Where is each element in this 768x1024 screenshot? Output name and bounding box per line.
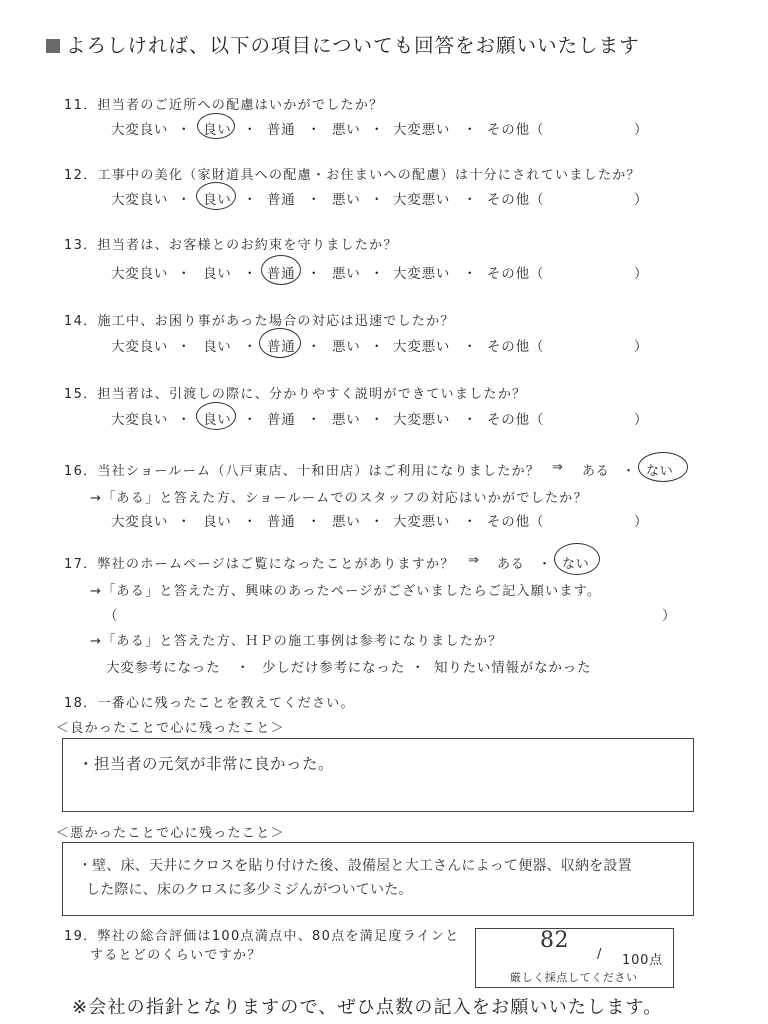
q12-option-very-bad[interactable]: 大変悪い [393, 192, 451, 208]
q13-dot: ・ [243, 266, 258, 282]
q16-option-bad[interactable]: 悪い [332, 514, 361, 530]
question-11-label: 11．担当者のご近所への配慮はいかがでしたか？ [64, 98, 384, 113]
q15-dot: ・ [463, 412, 478, 428]
square-bullet-icon [46, 39, 60, 53]
q15-option-bad[interactable]: 悪い [332, 412, 361, 428]
q14-dot: ・ [370, 339, 385, 355]
q16-option-very-bad[interactable]: 大変悪い [393, 514, 451, 530]
q17-dot: ・ [236, 660, 251, 676]
q11-dot: ・ [463, 122, 478, 138]
q16-close-paren: ） [634, 514, 649, 530]
q16-option-good[interactable]: 良い [203, 514, 232, 530]
q15-option-other[interactable]: その他（ [487, 412, 545, 428]
q19-score-value: 82 [540, 928, 569, 953]
footer-note: ※会社の指針となりますので、ぜひ点数の記入をお願いいたします。 [72, 997, 663, 1018]
question-19-label-line1: 19．弊社の総合評価は100点満点中、80点を満足度ラインと [64, 929, 460, 944]
q16-option-very-good[interactable]: 大変良い [111, 514, 169, 530]
q16-dot: ・ [370, 514, 385, 530]
q19-max-score: 100点 [622, 953, 664, 968]
q11-dot: ・ [177, 122, 192, 138]
question-14-label: 14．施工中、お困り事があった場合の対応は迅速でしたか？ [64, 314, 455, 329]
q12-option-good[interactable]: 良い [203, 192, 232, 208]
q17-option-slightly-helpful[interactable]: 少しだけ参考になった [262, 660, 405, 676]
q17-option-no-info[interactable]: 知りたい情報がなかった [434, 660, 592, 676]
q18-bad-label: ＜悪かったことで心に残ったこと＞ [56, 826, 285, 841]
question-19-label-line2: するとどのくらいですか？ [90, 948, 262, 963]
q12-option-very-good[interactable]: 大変良い [111, 192, 169, 208]
q15-option-very-good[interactable]: 大変良い [111, 412, 169, 428]
q14-dot: ・ [243, 339, 258, 355]
page-heading-text: よろしければ、以下の項目についても回答をお願いいたします [66, 34, 640, 57]
q12-option-bad[interactable]: 悪い [332, 192, 361, 208]
q15-dot: ・ [370, 412, 385, 428]
question-13-label: 13．担当者は、お客様とのお約束を守りましたか？ [64, 238, 398, 253]
q13-option-very-good[interactable]: 大変良い [111, 266, 169, 282]
q12-dot: ・ [370, 192, 385, 208]
q17-open-paren: （ [104, 608, 119, 624]
q16-dot: ・ [307, 514, 322, 530]
q19-note: 厳しく採点してください [510, 971, 638, 984]
q13-option-very-bad[interactable]: 大変悪い [393, 266, 451, 282]
q15-option-very-bad[interactable]: 大変悪い [393, 412, 451, 428]
q11-dot: ・ [243, 122, 258, 138]
page-heading [46, 30, 640, 58]
q16-answer-no[interactable]: ない [646, 464, 674, 479]
q15-dot: ・ [243, 412, 258, 428]
q12-dot: ・ [463, 192, 478, 208]
q15-close-paren: ） [634, 412, 649, 428]
q13-option-normal[interactable]: 普通 [267, 266, 296, 282]
question-16-label: 16．当社ショールーム（八戸東店、十和田店）はご利用になりましたか？ [64, 464, 541, 479]
q11-option-bad[interactable]: 悪い [332, 122, 361, 138]
q15-dot: ・ [177, 412, 192, 428]
q16-arrow: ⇒ [552, 460, 564, 475]
question-12-label: 12．工事中の美化（家財道具への配慮・お住まいへの配慮）は十分にされていましたか？ [64, 168, 641, 183]
q16-dot: ・ [177, 514, 192, 530]
q16-option-other[interactable]: その他（ [487, 514, 545, 530]
q11-close-paren: ） [634, 122, 649, 138]
q11-option-very-good[interactable]: 大変良い [111, 122, 169, 138]
q12-dot: ・ [243, 192, 258, 208]
q19-slash: / [597, 947, 603, 962]
q11-option-very-bad[interactable]: 大変悪い [393, 122, 451, 138]
q13-dot: ・ [307, 266, 322, 282]
q13-close-paren: ） [634, 266, 649, 282]
q16-dot: ・ [243, 514, 258, 530]
q11-option-other[interactable]: その他（ [487, 122, 545, 138]
q11-option-good[interactable]: 良い [203, 122, 232, 138]
q15-option-normal[interactable]: 普通 [267, 412, 296, 428]
q16-dot: ・ [463, 514, 478, 530]
q18-bad-answer-line1: ・壁、床、天井にクロスを貼り付けた後、設備屋と大工さんによって便器、収納を設置 [78, 858, 632, 874]
q12-close-paren: ） [634, 192, 649, 208]
q16-option-normal[interactable]: 普通 [267, 514, 296, 530]
q17-dot: ・ [538, 557, 552, 572]
q14-dot: ・ [463, 339, 478, 355]
q12-dot: ・ [177, 192, 192, 208]
question-18-label: 18．一番心に残ったことを教えてください。 [64, 696, 355, 711]
q11-dot: ・ [370, 122, 385, 138]
q17-option-very-helpful[interactable]: 大変参考になった [106, 660, 221, 676]
q12-option-normal[interactable]: 普通 [267, 192, 296, 208]
q17-arrow: ⇒ [468, 553, 480, 568]
q18-bad-answer-line2: した際に、床のクロスに多少ミジんがついていた。 [86, 882, 413, 898]
q11-dot: ・ [307, 122, 322, 138]
q18-good-answer: ・担当者の元気が非常に良かった。 [78, 755, 335, 773]
q17-close-paren: ） [662, 608, 677, 624]
q18-good-label: ＜良かったことで心に残ったこと＞ [56, 721, 285, 736]
q13-dot: ・ [370, 266, 385, 282]
q17-dot: ・ [411, 660, 426, 676]
q12-option-other[interactable]: その他（ [487, 192, 545, 208]
q17-answer-no[interactable]: ない [562, 557, 590, 572]
q13-option-good[interactable]: 良い [203, 266, 232, 282]
q17-followup1-label: →「ある」と答えた方、興味のあったページがございましたらご記入願います。 [90, 584, 602, 599]
question-15-label: 15．担当者は、引渡しの際に、分かりやすく説明ができていましたか？ [64, 387, 527, 402]
q16-dot: ・ [622, 464, 636, 479]
q14-option-other[interactable]: その他（ [487, 339, 545, 355]
q13-option-other[interactable]: その他（ [487, 266, 545, 282]
q13-dot: ・ [463, 266, 478, 282]
question-17-label: 17．弊社のホームページはご覧になったことがありますか？ [64, 557, 455, 572]
q14-option-very-good[interactable]: 大変良い [111, 339, 169, 355]
q15-dot: ・ [307, 412, 322, 428]
q14-option-very-bad[interactable]: 大変悪い [393, 339, 451, 355]
q14-option-bad[interactable]: 悪い [332, 339, 361, 355]
q17-followup2-label: →「ある」と答えた方、ＨＰの施工事例は参考になりましたか？ [90, 634, 503, 649]
q13-dot: ・ [177, 266, 192, 282]
q13-option-bad[interactable]: 悪い [332, 266, 361, 282]
q16-answer-yes[interactable]: ある [582, 464, 610, 479]
q15-option-good[interactable]: 良い [203, 412, 232, 428]
q12-dot: ・ [307, 192, 322, 208]
q14-dot: ・ [307, 339, 322, 355]
q14-option-normal[interactable]: 普通 [267, 339, 296, 355]
q14-option-good[interactable]: 良い [203, 339, 232, 355]
q11-option-normal[interactable]: 普通 [267, 122, 296, 138]
q17-answer-yes[interactable]: ある [497, 557, 525, 572]
q16-followup-label: →「ある」と答えた方、ショールームでのスタッフの対応はいかがでしたか？ [90, 491, 588, 506]
q14-dot: ・ [177, 339, 192, 355]
q14-close-paren: ） [634, 339, 649, 355]
q18-good-answer-box[interactable] [62, 738, 694, 812]
